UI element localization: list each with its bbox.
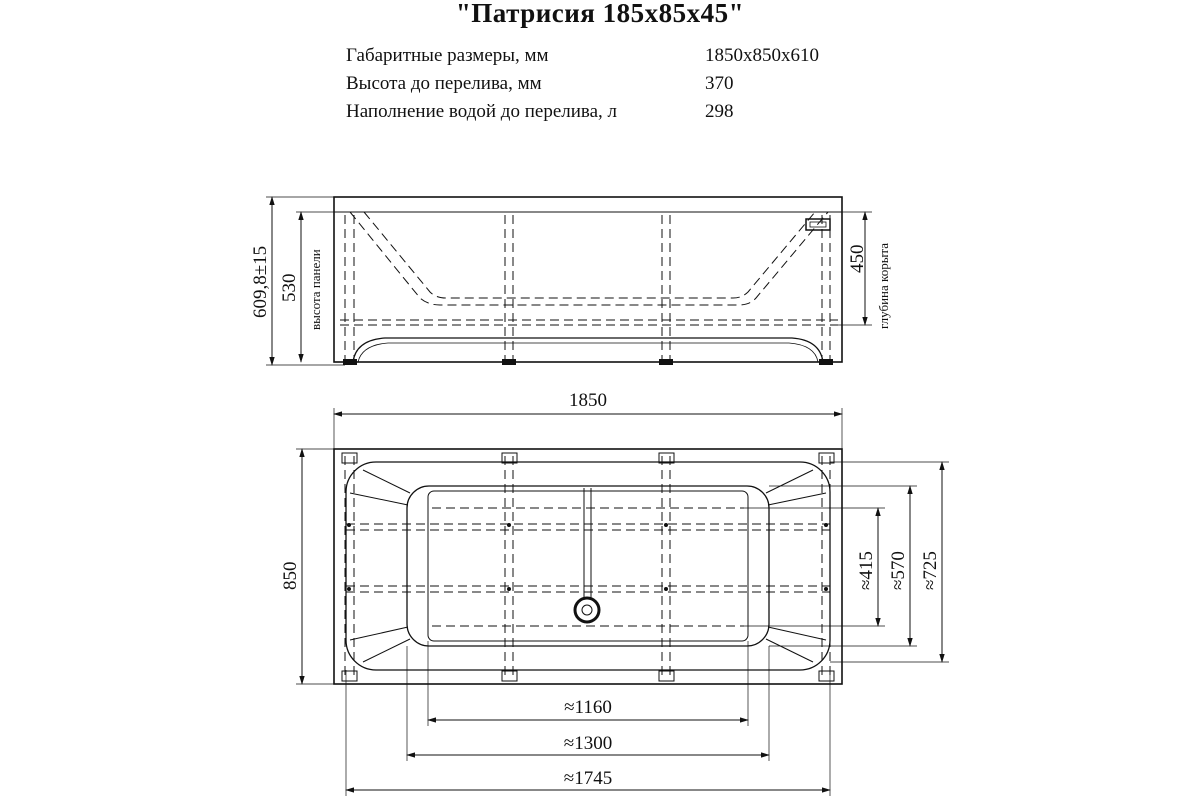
side-view [266,197,872,365]
spec-value-dimensions: 1850x850x610 [705,45,819,66]
side-panel-outline [334,197,842,362]
dim-panel-height-label: 530 [279,273,300,302]
spec-label-overflow-height: Высота до перелива, мм [346,73,542,94]
spec-value-water-volume: 298 [705,101,734,122]
drawing-title: "Патрисия 185x85x45" [455,0,745,28]
spec-value-overflow-height: 370 [705,73,734,94]
top-rim-outline [334,449,842,684]
dim-total-height-label: 609,8±15 [250,245,271,318]
dim-1745-label: ≈1745 [563,768,613,789]
dim-length-label: 1850 [569,390,607,411]
dim-1300-label: ≈1300 [563,733,613,754]
tub-depth-caption: глубина корыта [876,242,891,329]
top-view [296,408,949,796]
top-bowl-floor [428,491,748,641]
dim-570-label: ≈570 [888,551,909,590]
dim-415-label: ≈415 [856,551,877,590]
dim-tub-depth-label: 450 [847,244,868,273]
drain-icon [575,598,599,622]
dim-725-label: ≈725 [920,551,941,590]
spec-label-dimensions: Габаритные размеры, мм [346,45,549,66]
top-bowl-outer [346,462,830,670]
side-skirt-curve [353,338,823,362]
side-skirt-curve-inner [358,343,818,362]
side-hidden-tub [340,212,838,325]
top-leg-pads [342,453,834,681]
panel-height-caption: высота панели [308,249,323,330]
dim-width-label: 850 [280,561,301,590]
dim-1160-label: ≈1160 [564,697,612,718]
spec-label-water-volume: Наполнение водой до перелива, л [346,101,618,122]
